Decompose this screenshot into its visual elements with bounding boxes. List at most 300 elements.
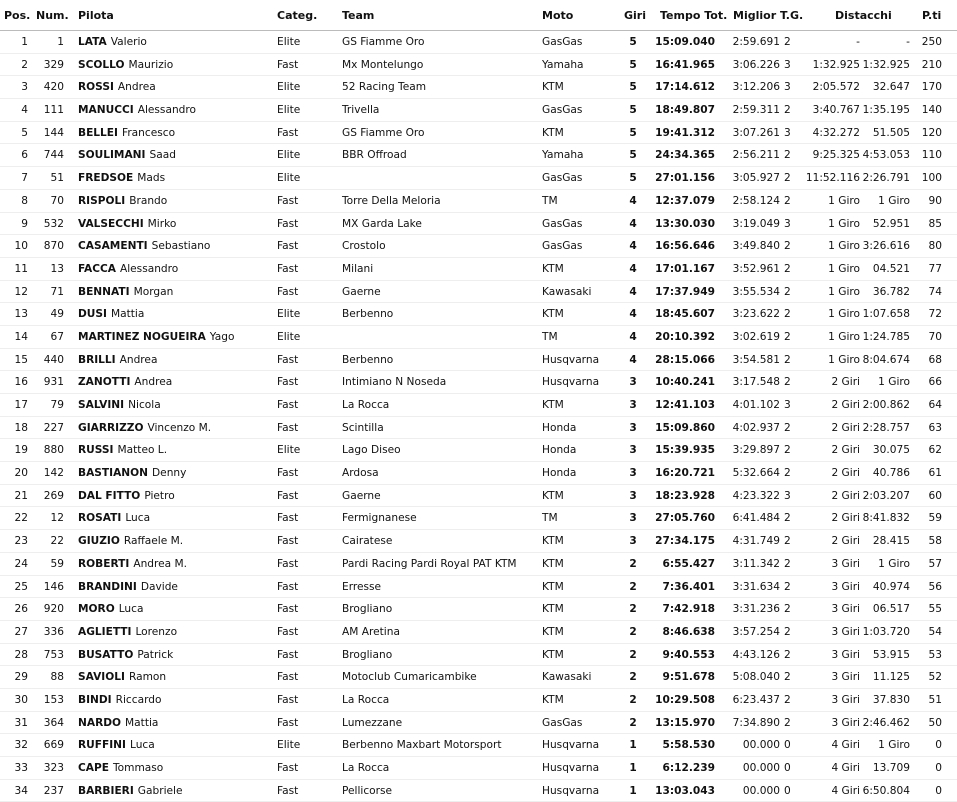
table-row (0, 576, 957, 599)
cell-punti: 72 (928, 308, 942, 321)
cell-punti: 68 (928, 353, 942, 366)
cell-distacco-primo: 1 Giro (828, 262, 860, 275)
cell-num: 931 (43, 376, 64, 389)
cell-categ: Fast (277, 217, 299, 230)
cell-distacco-prec: 2:26.791 (862, 172, 910, 185)
cell-moto: TM (542, 330, 558, 343)
cell-distacco-prec: 30.075 (872, 444, 910, 457)
cell-giri: 5 (629, 58, 637, 71)
cell-team: Scintilla (342, 421, 384, 434)
cell-punti: 170 (921, 81, 942, 94)
cell-distacco-prec: 04.521 (872, 262, 910, 275)
cell-pos: 34 (14, 784, 28, 797)
cell-categ: Fast (277, 376, 299, 389)
cell-best: 3:31.634 (732, 580, 780, 593)
cell-pos: 20 (14, 467, 28, 480)
cell-categ: Fast (277, 557, 299, 570)
cell-best: 2:59.691 (732, 36, 780, 48)
cell-tempo: 18:45.607 (655, 308, 715, 321)
cell-punti: 57 (928, 557, 942, 570)
cell-punti: 0 (935, 784, 942, 797)
cell-moto: KTM (542, 648, 564, 661)
cell-g: 2 (784, 625, 791, 638)
cell-pilota (78, 784, 183, 798)
cell-punti: 66 (928, 376, 942, 389)
header-num: Num. (36, 9, 69, 22)
cell-best: 2:58.124 (732, 194, 780, 207)
cell-pos: 24 (14, 557, 28, 570)
cell-num: 323 (43, 762, 64, 774)
rider-surname: SCOLLO (78, 58, 125, 71)
cell-distacco-prec: 2:28.757 (862, 421, 910, 434)
cell-moto: TM (542, 512, 558, 525)
cell-distacco-primo: 2 Giri (831, 535, 860, 548)
cell-punti: 77 (928, 262, 942, 275)
cell-best: 3:19.049 (732, 217, 780, 230)
cell-giri: 4 (629, 262, 637, 275)
rider-surname: DUSI (78, 308, 107, 321)
cell-num: 12 (50, 512, 64, 525)
cell-categ: Fast (277, 603, 299, 616)
cell-distacco-primo: 2 Giri (831, 399, 860, 411)
table-row (0, 349, 957, 372)
cell-moto: GasGas (542, 240, 583, 253)
cell-best: 6:23.437 (732, 693, 780, 706)
cell-distacco-prec: 1:32.925 (862, 58, 910, 71)
cell-moto: Husqvarna (542, 762, 600, 774)
cell-categ: Fast (277, 535, 299, 548)
rider-firstname: Patrick (137, 648, 174, 661)
table-row (0, 644, 957, 667)
cell-giri: 1 (629, 762, 637, 774)
cell-team: Pellicorse (342, 784, 393, 797)
rider-firstname: Luca (125, 512, 151, 525)
cell-best: 3:17.548 (732, 376, 780, 389)
cell-giri: 5 (629, 81, 637, 94)
cell-punti: 56 (928, 580, 942, 593)
cell-g: 2 (784, 716, 791, 729)
header-tempo: Tempo Tot. (660, 9, 728, 22)
cell-g: 2 (784, 467, 791, 480)
cell-team: Pardi Racing Pardi Royal PAT KTM (342, 557, 517, 570)
table-row (0, 712, 957, 735)
header-pos: Pos. (4, 9, 31, 22)
cell-g: 2 (784, 172, 791, 185)
cell-giri: 4 (629, 353, 637, 366)
cell-tempo: 16:20.721 (655, 467, 715, 480)
cell-best: 3:02.619 (732, 330, 780, 343)
cell-distacco-prec: - (906, 36, 910, 48)
cell-g: 2 (784, 308, 791, 321)
cell-team: Berbenno Maxbart Motorsport (342, 739, 502, 752)
cell-best: 00.000 (742, 784, 780, 797)
rider-firstname: Luca (129, 739, 155, 752)
cell-categ: Elite (277, 149, 301, 162)
cell-tempo: 27:34.175 (655, 535, 715, 548)
cell-best: 7:34.890 (732, 716, 780, 729)
cell-num: 153 (43, 693, 64, 706)
cell-pos: 28 (14, 648, 28, 661)
cell-pos: 17 (14, 399, 28, 411)
cell-categ: Elite (277, 81, 301, 94)
cell-punti: 53 (928, 648, 942, 661)
cell-distacco-prec: 40.974 (872, 580, 910, 593)
cell-best: 00.000 (742, 739, 780, 752)
cell-team: Gaerne (342, 285, 381, 298)
cell-best: 3:11.342 (732, 557, 780, 570)
cell-categ: Fast (277, 648, 299, 661)
cell-g: 2 (784, 353, 791, 366)
cell-pilota (78, 738, 155, 752)
rider-surname: GIUZIO (78, 535, 120, 548)
cell-best: 2:59.311 (732, 104, 780, 117)
cell-team: Berbenno (342, 353, 394, 366)
cell-distacco-primo: 11:52.116 (805, 172, 860, 185)
cell-pos: 9 (21, 217, 28, 230)
cell-giri: 3 (629, 444, 637, 457)
cell-distacco-primo: 2 Giri (831, 376, 860, 389)
cell-categ: Elite (277, 104, 301, 117)
cell-pos: 15 (14, 353, 28, 366)
cell-pilota (78, 103, 196, 117)
cell-pilota (78, 511, 150, 525)
rider-surname: CAPE (78, 762, 109, 774)
cell-team: BBR Offroad (342, 149, 407, 162)
rider-surname: BRANDINI (78, 580, 137, 593)
cell-pos: 16 (14, 376, 28, 389)
cell-best: 2:56.211 (732, 149, 780, 162)
cell-pos: 27 (14, 625, 28, 638)
cell-g: 3 (784, 81, 791, 94)
cell-best: 3:31.236 (732, 603, 780, 616)
cell-num: 336 (43, 625, 64, 638)
cell-pilota (78, 330, 235, 344)
header-punti: P.ti (922, 9, 942, 22)
cell-distacco-prec: 53.915 (872, 648, 910, 661)
rider-firstname: Denny (152, 467, 187, 480)
cell-tempo: 15:09.040 (655, 36, 715, 48)
table-row (0, 190, 957, 213)
cell-team: Brogliano (342, 603, 393, 616)
cell-g: 2 (784, 557, 791, 570)
cell-pos: 18 (14, 421, 28, 434)
cell-num: 88 (50, 671, 64, 684)
cell-team: Milani (342, 262, 374, 275)
rider-surname: GIARRIZZO (78, 421, 144, 434)
cell-punti: 0 (935, 762, 942, 774)
cell-tempo: 18:23.928 (655, 489, 715, 502)
cell-pilota (78, 716, 158, 730)
cell-g: 2 (784, 104, 791, 117)
rider-firstname: Davide (140, 580, 178, 593)
cell-pilota (78, 670, 166, 684)
cell-tempo: 28:15.066 (655, 353, 715, 366)
rider-surname: FREDSOE (78, 172, 134, 185)
cell-pos: 22 (14, 512, 28, 525)
cell-giri: 2 (629, 580, 637, 593)
cell-tempo: 16:56.646 (655, 240, 715, 253)
cell-g: 3 (784, 489, 791, 502)
cell-pos: 11 (14, 262, 28, 275)
cell-categ: Elite (277, 308, 301, 321)
table-row (0, 485, 957, 508)
cell-giri: 5 (629, 126, 637, 139)
cell-tempo: 20:10.392 (655, 330, 715, 343)
cell-distacco-prec: 40.786 (872, 467, 910, 480)
rider-firstname: Alessandro (119, 262, 179, 275)
cell-tempo: 12:37.079 (655, 194, 715, 207)
cell-pilota (78, 421, 211, 435)
rider-surname: BELLEI (78, 126, 118, 139)
cell-punti: 51 (928, 693, 942, 706)
rider-surname: ZANOTTI (78, 376, 131, 389)
cell-punti: 62 (928, 444, 942, 457)
cell-pos: 5 (21, 126, 28, 139)
table-row (0, 54, 957, 77)
rider-firstname: Pietro (144, 489, 175, 502)
table-row (0, 666, 957, 689)
cell-distacco-primo: 4:32.272 (812, 126, 860, 139)
rider-surname: SOULIMANI (78, 149, 146, 162)
cell-team: Erresse (342, 580, 382, 593)
cell-distacco-primo: 4 Giri (831, 762, 860, 774)
cell-num: 22 (50, 535, 64, 548)
cell-distacco-prec: 2:03.207 (862, 489, 910, 502)
table-row (0, 303, 957, 326)
cell-distacco-prec: 51.505 (872, 126, 910, 139)
cell-tempo: 17:01.167 (655, 262, 715, 275)
cell-team: Lago Diseo (342, 444, 401, 457)
cell-tempo: 13:30.030 (655, 217, 715, 230)
cell-moto: KTM (542, 308, 564, 321)
cell-distacco-primo: 2:05.572 (812, 81, 860, 94)
rider-surname: BENNATI (78, 285, 130, 298)
cell-punti: 63 (928, 421, 942, 434)
cell-num: 532 (43, 217, 64, 230)
rider-surname: RISPOLI (78, 194, 126, 207)
rider-firstname: Nicola (128, 399, 161, 411)
cell-distacco-prec: 1:03.720 (862, 625, 910, 638)
cell-best: 3:06.226 (732, 58, 780, 71)
rider-firstname: Matteo L. (117, 444, 168, 457)
cell-pilota (78, 148, 176, 162)
cell-team: Cairatese (342, 535, 393, 548)
rider-firstname: Lorenzo (135, 625, 178, 638)
rider-firstname: Tommaso (112, 762, 164, 774)
cell-pos: 31 (14, 716, 28, 729)
cell-pilota (78, 534, 183, 548)
header-categ: Categ. (277, 9, 318, 22)
cell-g: 2 (784, 535, 791, 548)
cell-g: 2 (784, 149, 791, 162)
cell-team: Fermignanese (342, 512, 417, 525)
cell-pilota (78, 693, 161, 707)
cell-g: 2 (784, 194, 791, 207)
cell-team: Brogliano (342, 648, 393, 661)
cell-distacco-prec: 13.709 (872, 762, 910, 774)
cell-punti: 85 (928, 217, 942, 230)
table-row (0, 417, 957, 440)
cell-num: 1 (57, 36, 64, 48)
rider-surname: BARBIERI (78, 784, 134, 797)
cell-punti: 60 (928, 489, 942, 502)
cell-moto: Kawasaki (542, 285, 592, 298)
cell-tempo: 19:41.312 (655, 126, 715, 139)
header-miglior: Miglior T. (733, 9, 790, 22)
cell-moto: Husqvarna (542, 353, 600, 366)
cell-punti: 52 (928, 671, 942, 684)
cell-moto: Yamaha (542, 149, 584, 162)
cell-num: 880 (43, 444, 64, 457)
rider-firstname: Vincenzo M. (147, 421, 212, 434)
cell-distacco-primo: - (856, 36, 860, 48)
cell-punti: 58 (928, 535, 942, 548)
cell-g: 2 (784, 512, 791, 525)
rider-surname: SAVIOLI (78, 671, 125, 684)
rider-firstname: Mattia (125, 716, 159, 729)
cell-giri: 1 (629, 739, 637, 752)
rider-firstname: Gabriele (137, 784, 183, 797)
cell-distacco-prec: 52.951 (872, 217, 910, 230)
cell-pilota (78, 126, 175, 140)
cell-pilota (78, 58, 173, 72)
header-team: Team (342, 9, 375, 22)
rider-firstname: Alessandro (137, 104, 196, 117)
cell-tempo: 13:15.970 (655, 716, 715, 729)
cell-moto: KTM (542, 693, 564, 706)
cell-team: GS Fiamme Oro (342, 36, 425, 48)
cell-num: 329 (43, 58, 64, 71)
rider-firstname: Riccardo (115, 693, 162, 706)
cell-giri: 4 (629, 308, 637, 321)
cell-g: 2 (784, 262, 791, 275)
cell-tempo: 10:29.508 (655, 693, 715, 706)
cell-num: 142 (43, 467, 64, 480)
rider-surname: MANUCCI (78, 104, 134, 117)
rider-firstname: Andrea (134, 376, 173, 389)
header-pilota: Pilota (78, 9, 114, 22)
cell-pilota (78, 80, 156, 94)
cell-moto: TM (542, 194, 558, 207)
cell-num: 146 (43, 580, 64, 593)
cell-g: 2 (784, 240, 791, 253)
rider-firstname: Andrea (117, 81, 156, 94)
cell-punti: 50 (928, 716, 942, 729)
rider-firstname: Yago (209, 330, 235, 343)
table-row (0, 530, 957, 553)
cell-num: 111 (43, 104, 64, 117)
rider-surname: LATA (78, 36, 107, 48)
table-row (0, 326, 957, 349)
cell-distacco-primo: 2 Giri (831, 489, 860, 502)
cell-team: AM Aretina (342, 625, 400, 638)
cell-pos: 30 (14, 693, 28, 706)
cell-giri: 3 (629, 489, 637, 502)
rider-firstname: Mads (137, 172, 166, 185)
cell-punti: 59 (928, 512, 942, 525)
cell-distacco-primo: 4 Giri (831, 784, 860, 797)
cell-giri: 4 (629, 217, 637, 230)
table-row (0, 462, 957, 485)
cell-team: Trivella (342, 104, 380, 117)
cell-giri: 2 (629, 557, 637, 570)
rider-firstname: Raffaele M. (123, 535, 184, 548)
cell-distacco-prec: 2:46.462 (862, 716, 910, 729)
rider-surname: BUSATTO (78, 648, 134, 661)
cell-categ: Elite (277, 444, 301, 457)
cell-punti: 80 (928, 240, 942, 253)
cell-team: Gaerne (342, 489, 381, 502)
cell-pos: 14 (14, 330, 28, 343)
cell-num: 227 (43, 421, 64, 434)
cell-tempo: 6:12.239 (662, 762, 715, 774)
cell-giri: 4 (629, 194, 637, 207)
cell-num: 920 (43, 603, 64, 616)
cell-pilota (78, 398, 161, 412)
cell-pilota (78, 375, 172, 389)
cell-best: 3:52.961 (732, 262, 780, 275)
cell-best: 00.000 (742, 762, 780, 774)
cell-distacco-primo: 3 Giri (831, 580, 860, 593)
cell-distacco-prec: 1 Giro (878, 739, 910, 752)
cell-moto: KTM (542, 126, 564, 139)
cell-pilota (78, 171, 165, 185)
cell-pilota (78, 489, 175, 503)
rider-surname: ROBERTI (78, 557, 130, 570)
cell-distacco-prec: 28.415 (872, 535, 910, 548)
table-row (0, 31, 957, 54)
cell-categ: Fast (277, 421, 299, 434)
cell-distacco-primo: 1 Giro (828, 217, 860, 230)
cell-punti: 210 (921, 58, 942, 71)
cell-distacco-primo: 3 Giri (831, 648, 860, 661)
cell-pos: 21 (14, 489, 28, 502)
cell-g: 3 (784, 58, 791, 71)
cell-categ: Fast (277, 126, 299, 139)
cell-g: 2 (784, 376, 791, 389)
cell-team: Berbenno (342, 308, 394, 321)
cell-num: 237 (43, 784, 64, 797)
cell-num: 71 (50, 285, 64, 298)
cell-team: Motoclub Cumaricambike (342, 671, 477, 684)
cell-distacco-primo: 3 Giri (831, 716, 860, 729)
cell-distacco-primo: 3 Giri (831, 557, 860, 570)
cell-distacco-primo: 3 Giri (831, 671, 860, 684)
cell-categ: Elite (277, 739, 301, 752)
cell-moto: KTM (542, 557, 564, 570)
cell-team: Intimiano N Noseda (342, 376, 447, 389)
cell-giri: 2 (629, 648, 637, 661)
rider-surname: CASAMENTI (78, 240, 148, 253)
cell-pos: 29 (14, 671, 28, 684)
cell-team: La Rocca (342, 399, 390, 411)
cell-tempo: 10:40.241 (655, 376, 715, 389)
cell-tempo: 12:41.103 (655, 399, 715, 411)
cell-tempo: 9:51.678 (662, 671, 715, 684)
cell-punti: 61 (928, 467, 942, 480)
cell-distacco-primo: 1:32.925 (812, 58, 860, 71)
cell-num: 420 (43, 81, 64, 94)
cell-best: 4:43.126 (732, 648, 780, 661)
table-row (0, 553, 957, 576)
rider-firstname: Brando (129, 194, 168, 207)
rider-surname: NARDO (78, 716, 122, 729)
table-row (0, 598, 957, 621)
cell-distacco-prec: 4:53.053 (862, 149, 910, 162)
cell-best: 5:08.040 (732, 671, 780, 684)
cell-num: 59 (50, 557, 64, 570)
cell-g: 2 (784, 693, 791, 706)
